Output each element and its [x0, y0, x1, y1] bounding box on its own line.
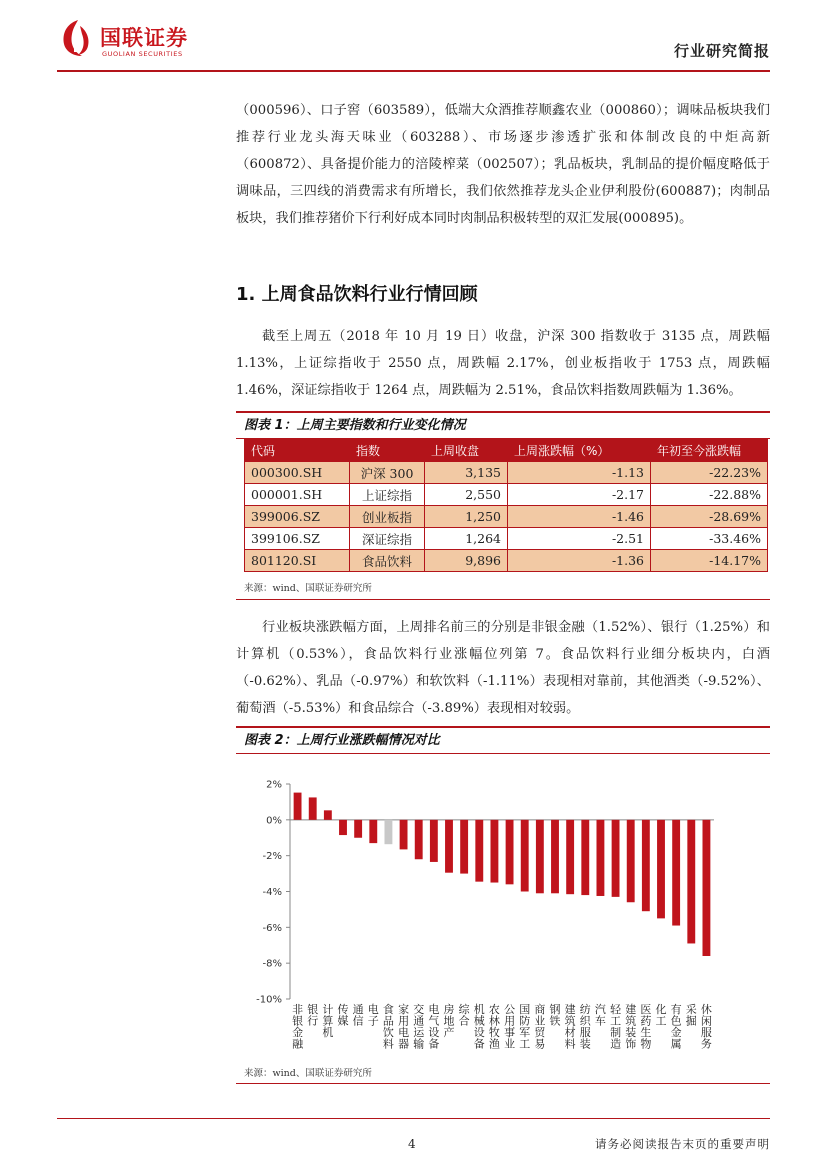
y-tick-label: 0%	[266, 815, 282, 827]
x-category-label: 化工	[655, 1003, 667, 1028]
x-category-label: 汽车	[594, 1003, 606, 1028]
x-category-label: 国防军工	[519, 1003, 531, 1051]
code-cell: 801120.SI	[245, 550, 350, 572]
figure1-title: 图表 1：上周主要指数和行业变化情况	[236, 411, 770, 439]
code-cell: 399106.SZ	[245, 528, 350, 550]
report-type-label: 行业研究简报	[673, 42, 770, 60]
week-change-cell: -2.51	[508, 528, 651, 550]
bar-26	[672, 820, 680, 926]
bar-9	[415, 820, 423, 859]
table-row	[245, 550, 768, 572]
x-category-label: 综合	[458, 1003, 470, 1028]
bar-12	[460, 820, 468, 874]
y-tick-label: -2%	[262, 851, 282, 863]
bar-19	[566, 820, 574, 894]
bar-11	[445, 820, 453, 873]
y-tick-label: -10%	[256, 994, 282, 1006]
index-name-cell: 创业板指	[350, 506, 425, 528]
bar-17	[536, 820, 544, 893]
bar-14	[490, 820, 498, 883]
table-row	[245, 528, 768, 550]
header-divider	[57, 70, 770, 72]
x-category-label: 采掘	[685, 1003, 697, 1028]
x-category-label: 机械设备	[473, 1003, 485, 1051]
table-header-row	[245, 439, 768, 462]
bar-20	[581, 820, 589, 895]
week-change-cell: -1.13	[508, 462, 651, 484]
y-tick-label: 2%	[266, 779, 282, 791]
x-category-label: 银行	[307, 1003, 319, 1028]
x-category-label: 有色金属	[670, 1003, 682, 1051]
code-cell: 000001.SH	[245, 484, 350, 506]
page-header	[0, 0, 827, 72]
figure2-source: 来源：wind、国联证券研究所	[244, 1068, 372, 1079]
ytd-change-cell: -33.46%	[651, 528, 768, 550]
x-category-label: 电气设备	[428, 1003, 440, 1051]
x-category-label: 公用事业	[504, 1003, 516, 1051]
bar-16	[521, 820, 529, 892]
table-header-cell: 指数	[350, 439, 425, 462]
x-category-label: 传媒	[337, 1003, 349, 1028]
x-category-label: 钢铁	[549, 1003, 561, 1028]
bar-25	[657, 820, 665, 919]
code-cell: 399006.SZ	[245, 506, 350, 528]
ytd-change-cell: -14.17%	[651, 550, 768, 572]
ytd-change-cell: -22.23%	[651, 462, 768, 484]
x-category-label: 计算机	[322, 1003, 334, 1039]
x-category-label: 家用电器	[398, 1003, 410, 1051]
close-cell: 1,250	[425, 506, 508, 528]
close-cell: 3,135	[425, 462, 508, 484]
bar-2	[309, 797, 317, 819]
close-cell: 2,550	[425, 484, 508, 506]
bar-1	[294, 793, 302, 820]
logo-mark-icon	[60, 18, 96, 58]
x-category-label: 商业贸易	[534, 1003, 546, 1051]
bar-21	[596, 820, 604, 896]
footer-disclaimer: 请务必阅读报告末页的重要声明	[595, 1137, 770, 1151]
bar-6	[369, 820, 377, 843]
index-name-cell: 深证综指	[350, 528, 425, 550]
index-table	[244, 438, 768, 572]
week-change-cell: -2.17	[508, 484, 651, 506]
x-category-label: 通信	[352, 1003, 364, 1028]
index-name-cell: 上证综指	[350, 484, 425, 506]
bar-18	[551, 820, 559, 893]
sector-change-bar-chart	[244, 770, 724, 1060]
bar-22	[612, 820, 620, 897]
table-header-cell: 上周涨跌幅（%）	[508, 439, 651, 462]
table-header-cell: 上周收盘	[425, 439, 508, 462]
x-category-label: 电子	[367, 1003, 379, 1028]
sector-review-paragraph: 行业板块涨跌幅方面，上周排名前三的分别是非银金融（1.52%）、银行（1.25%）和计算机（0.53%），食品饮料行业涨幅位列第 7。食品饮料行业细分板块内，白酒（-0.62%）、乳品（-0.97%）和软饮料（-1.11%）表现相对靠前，其他酒类（-9.52%）、葡萄酒（-5.53%）和食品综合（-3.89%）表现相对较弱。	[236, 620, 770, 716]
bar-10	[430, 820, 438, 862]
figure1-source: 来源：wind、国联证券研究所	[244, 583, 372, 594]
week-change-cell: -1.36	[508, 550, 651, 572]
index-name-cell: 食品饮料	[350, 550, 425, 572]
bar-7	[384, 820, 392, 844]
bar-23	[627, 820, 635, 902]
bar-15	[506, 820, 514, 885]
logo-text-en: GUOLIAN SECURITIES	[102, 50, 183, 58]
week-change-cell: -1.46	[508, 506, 651, 528]
figure2-title: 图表 2：上周行业涨跌幅情况对比	[236, 726, 770, 754]
market-review-paragraph: 截至上周五（2018 年 10 月 19 日）收盘，沪深 300 指数收于 3135 点，周跌幅 1.13%，上证综指收于 2550 点，周跌幅 2.17%，创业板指收于 1753 点，周跌幅 1.46%，深证综指收于 1264 点，周跌幅为 2.51%，食品饮料指数周跌幅为 1.36%。	[236, 329, 770, 398]
page-number: 4	[408, 1137, 416, 1151]
bar-3	[324, 810, 332, 819]
bar-5	[354, 820, 362, 838]
y-tick-label: -4%	[262, 887, 282, 898]
x-category-label: 休闲服务	[700, 1003, 712, 1051]
x-category-label: 建筑装饰	[625, 1003, 637, 1051]
bar-24	[642, 820, 650, 911]
bar-4	[339, 820, 347, 835]
x-category-label: 农林牧渔	[488, 1003, 500, 1051]
index-name-cell: 沪深 300	[350, 462, 425, 484]
footer-divider	[57, 1118, 770, 1119]
table-row	[245, 506, 768, 528]
x-category-label: 医药生物	[640, 1003, 652, 1051]
bar-27	[687, 820, 695, 944]
close-cell: 9,896	[425, 550, 508, 572]
x-category-label: 轻工制造	[610, 1003, 622, 1051]
x-category-label: 非银金融	[292, 1003, 304, 1051]
ytd-change-cell: -28.69%	[651, 506, 768, 528]
bar-8	[400, 820, 408, 850]
bar-13	[475, 820, 483, 882]
figure1-bottom-rule	[236, 599, 770, 600]
company-logo	[60, 18, 220, 62]
table-header-cell: 代码	[245, 439, 350, 462]
logo-text-cn: 国联证券	[100, 26, 188, 50]
figure2-bottom-rule	[236, 1083, 770, 1084]
close-cell: 1,264	[425, 528, 508, 550]
code-cell: 000300.SH	[245, 462, 350, 484]
intro-paragraph: （000596）、口子窖（603589），低端大众酒推荐顺鑫农业（000860）；调味品板块我们推荐行业龙头海天味业（603288）、市场逐步渗透扩张和体制改良的中炬高新（600872）、具备提价能力的涪陵榨菜（002507）；乳品板块，乳制品的提价幅度略低于调味品，三四线的消费需求有所增长，我们依然推荐龙头企业伊利股份(600887)；肉制品板块，我们推荐猪价下行利好成本同时肉制品积极转型的双汇发展(000895)。	[236, 103, 770, 226]
ytd-change-cell: -22.88%	[651, 484, 768, 506]
x-category-label: 食品饮料	[382, 1003, 394, 1051]
y-tick-label: -8%	[262, 958, 282, 970]
x-category-label: 房地产	[443, 1003, 455, 1039]
x-category-label: 建筑材料	[564, 1003, 576, 1051]
table-row	[245, 484, 768, 506]
table-header-cell: 年初至今涨跌幅	[651, 439, 768, 462]
section-title: 1. 上周食品饮料行业行情回顾	[236, 284, 478, 305]
bar-28	[702, 820, 710, 956]
y-tick-label: -6%	[262, 922, 282, 934]
x-category-label: 交通运输	[413, 1003, 425, 1051]
table-row	[245, 462, 768, 484]
x-category-label: 纺织服装	[579, 1003, 591, 1051]
